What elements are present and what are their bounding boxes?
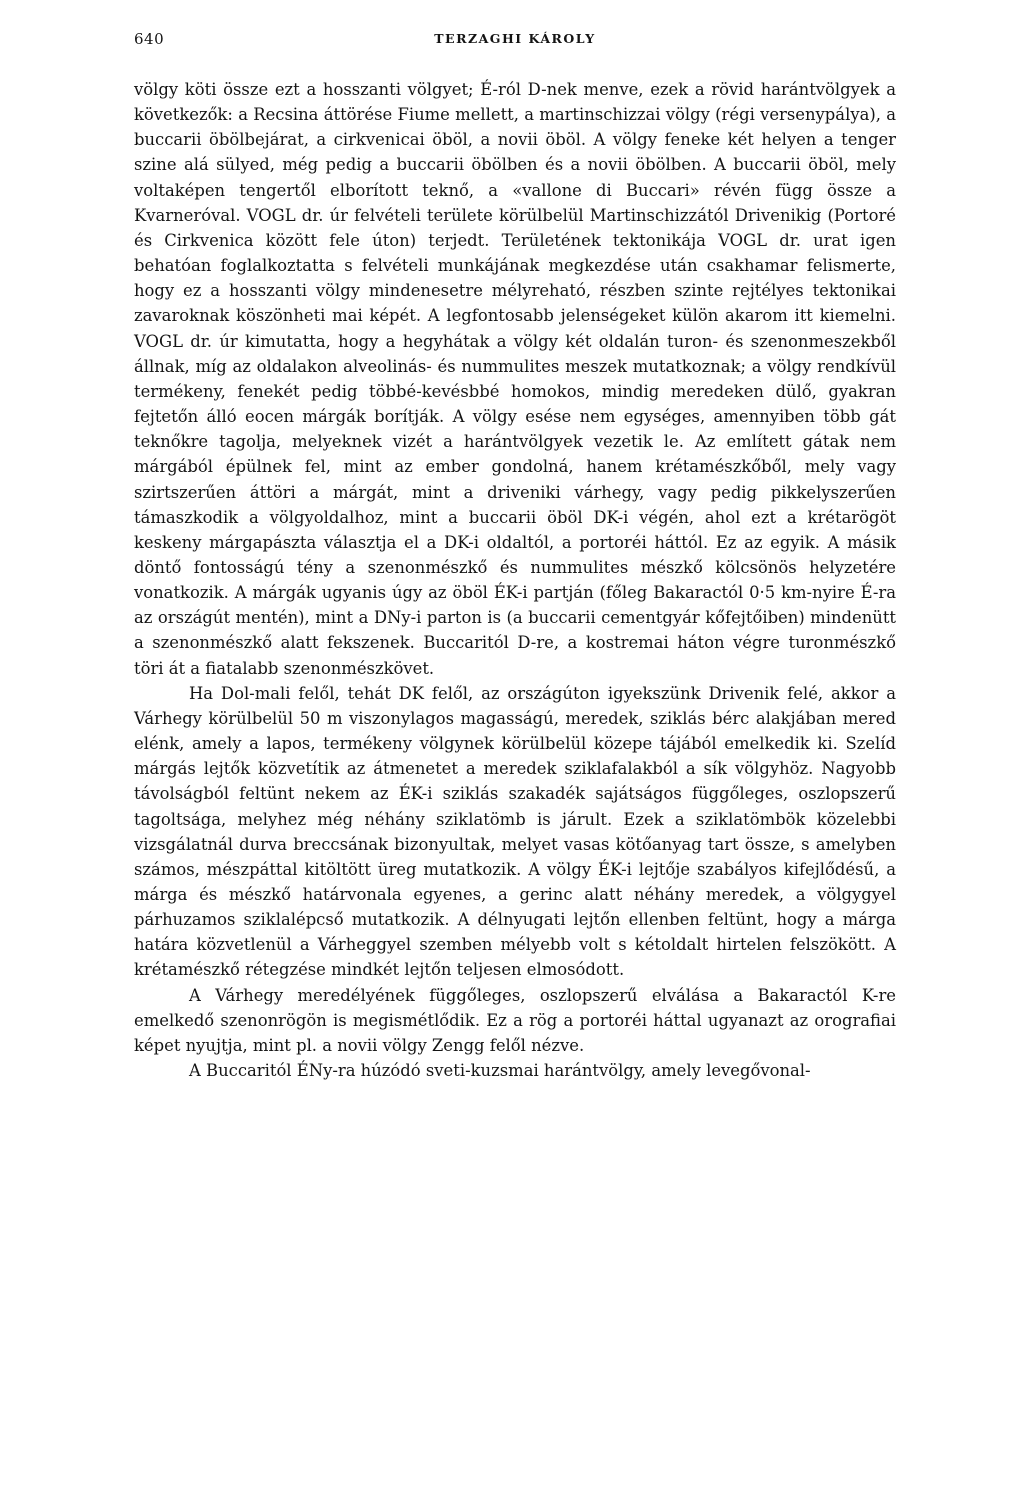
running-title: TERZAGHI KÁROLY [434, 31, 596, 46]
paragraph-4: A Buccaritól ÉNy-ra húzódó sveti-kuzsmai harántvölgy, amely levegővonal- [189, 1061, 811, 1081]
page [134, 28, 896, 1083]
running-header [134, 28, 896, 50]
body-text [134, 77, 896, 1083]
paragraph-1: völgy köti össze ezt a hosszanti völgyet; É-ról D-nek menve, ezek a rövid harántvölgyek a következők: a Recsina áttörése Fiume mellett, a martinschizzai völgy (régi versenypálya), a buccarii öbölbejárat, a cirkvenicai öböl, a novii öböl. A völgy feneke két helyen a tenger szine alá sülyed, még pedig a buccarii öbölben és a novii öbölben. A buccarii öböl, mely voltaképen tengertől elborított teknő, a «vallone di Buccari» révén függ össze a Kvarneróval. VOGL dr. úr felvételi területe körülbelül Martinschizzától Drivenikig (Portoré és Cirkvenica között fele úton) terjedt. Területének tektonikája VOGL dr. urat igen behatóan foglalkoztatta s felvételi munkájának megkezdése után csakhamar felismerte, hogy ez a hosszanti völgy mindenesetre mélyreható, részben szinte rejtélyes tektonikai zavaroknak köszönheti mai képét. A legfontosabb jelenségeket külön akarom itt kiemelni. VOGL dr. úr kimutatta, hogy a hegyhátak a völgy két oldalán turon- és szenonmeszekből állnak, míg az oldalakon alveolinás- és nummulites meszek mutatkoznak; a völgy rendkívül termékeny, fenekét pedig többé-kevésbbé homokos, mindig meredeken dülő, gyakran fejtetőn álló eocen márgák borítják. A völgy esése nem egységes, amennyiben több gát teknőkre tagolja, melyeknek vizét a harántvölgyek vezetik le. Az említett gátak nem márgából épülnek fel, mint az ember gondolná, hanem krétamészkőből, mely vagy szirtszerűen áttöri a márgát, mint a driveniki várhegy, vagy pedig pikkelyszerűen támaszkodik a völgyoldalhoz, mint a buccarii öböl DK-i végén, ahol ezt a krétarögöt keskeny márgapászta választja el a DK-i oldaltól, a portoréi háttól. Ez az egyik. A másik döntő fontosságú tény a szenonmészkő és nummulites mészkő kölcsönös helyzetére vonatkozik. A márgák ugyanis úgy az öböl ÉK-i partján (főleg Bakaractól 0·5 km-nyire É-ra az országút mentén), mint a DNy-i parton is (a buccarii cementgyár kőfejtőiben) mindenütt a szenonmészkő alatt fekszenek. Buccaritól D-re, a kostremai háton végre turonmészkő töri át a fiatalabb szenonmészkövet. [134, 80, 896, 678]
paragraph-2: Ha Dol-mali felől, tehát DK felől, az országúton igyekszünk Drivenik felé, akkor a Várhegy körülbelül 50 m viszonylagos magasságú, meredek, sziklás bérc alakjában mered elénk, amely a lapos, termékeny völgynek körülbelül közepe tájából emelkedik ki. Szelíd márgás lejtők közvetítik az átmenetet a meredek sziklafalakból a sík völgyhöz. Nagyobb távolságból feltünt nekem az ÉK-i sziklás szakadék sajátságos függőleges, oszlopszerű tagoltsága, melyhez még néhány sziklatömb is járult. Ezek a sziklatömbök közelebbi vizsgálatnál durva breccsának bizonyultak, melyet vasas kötőanyag tart össze, s amelyben számos, mészpáttal kitöltött üreg mutatkozik. A völgy ÉK-i lejtője szabályos kifejlődésű, a márga és mészkő határvonala egyenes, a gerinc alatt néhány meredek, a völgygyel párhuzamos sziklalépcső mutatkozik. A délnyugati lejtőn ellenben feltünt, hogy a márga határa közvetlenül a Várheggyel szemben mélyebb volt s kétoldalt hirtelen felszökött. A krétamészkő rétegzése mindkét lejtőn teljesen elmosódott. [134, 683, 896, 980]
page-number: 640 [134, 30, 165, 48]
paragraph-3: A Várhegy meredélyének függőleges, oszlopszerű elválása a Bakaractól K-re emelkedő szenonrögön is megismétlődik. Ez a rög a portoréi háttal ugyanazt az orografiai képet nyujtja, mint pl. a novii völgy Zengg felől nézve. [134, 985, 896, 1055]
